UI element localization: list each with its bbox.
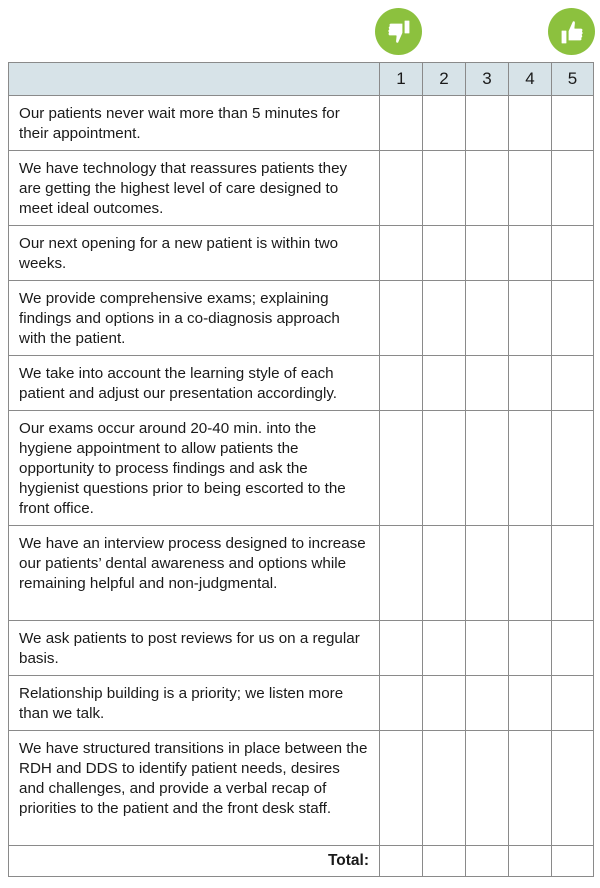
statement-row (9, 676, 594, 731)
thumbs-up-icon (548, 8, 595, 55)
rating-col-4: 4 (509, 63, 552, 96)
rating-cell-3[interactable] (466, 96, 509, 151)
statement-text: We provide comprehensive exams; explaining findings and options in a co-diagnosis approach with the patient. (9, 281, 380, 356)
rating-cell-3[interactable] (466, 621, 509, 676)
rating-cell-1[interactable] (380, 731, 423, 846)
rating-cell-5[interactable] (552, 356, 594, 411)
statement-row (9, 226, 594, 281)
statement-text: Our patients never wait more than 5 minutes for their appointment. (9, 96, 380, 151)
rating-col-1: 1 (380, 63, 423, 96)
rating-cell-4[interactable] (509, 411, 552, 526)
rating-cell-2[interactable] (423, 411, 466, 526)
rating-cell-5[interactable] (552, 676, 594, 731)
rating-cell-5[interactable] (552, 731, 594, 846)
total-row (9, 846, 594, 877)
rating-cell-3[interactable] (466, 151, 509, 226)
rating-cell-4[interactable] (509, 526, 552, 621)
rating-col-3: 3 (466, 63, 509, 96)
rating-cell-1[interactable] (380, 411, 423, 526)
rating-cell-1[interactable] (380, 281, 423, 356)
total-label: Total: (9, 846, 380, 877)
statement-text: We take into account the learning style of each patient and adjust our presentation accordingly. (9, 356, 380, 411)
statement-row (9, 411, 594, 526)
rating-cell-5[interactable] (552, 411, 594, 526)
statement-row (9, 526, 594, 621)
rating-cell-1[interactable] (380, 151, 423, 226)
statement-row (9, 281, 594, 356)
total-cell[interactable] (552, 846, 594, 877)
rating-cell-1[interactable] (380, 226, 423, 281)
statement-text: We ask patients to post reviews for us on a regular basis. (9, 621, 380, 676)
rating-cell-3[interactable] (466, 356, 509, 411)
rating-col-2: 2 (423, 63, 466, 96)
rating-cell-5[interactable] (552, 226, 594, 281)
rating-cell-2[interactable] (423, 621, 466, 676)
thumbs-down-icon (375, 8, 422, 55)
rating-cell-1[interactable] (380, 96, 423, 151)
rating-cell-3[interactable] (466, 676, 509, 731)
statement-text: Relationship building is a priority; we listen more than we talk. (9, 676, 380, 731)
rating-cell-4[interactable] (509, 226, 552, 281)
total-cell[interactable] (423, 846, 466, 877)
rating-cell-2[interactable] (423, 96, 466, 151)
rating-cell-5[interactable] (552, 96, 594, 151)
rating-cell-2[interactable] (423, 731, 466, 846)
statement-row (9, 731, 594, 846)
statement-text: We have structured transitions in place between the RDH and DDS to identify patient needs, desires and challenges, and provide a verbal recap of priorities to the patient and the front desk staff. (9, 731, 380, 846)
statement-header (9, 63, 380, 96)
statement-text: Our next opening for a new patient is within two weeks. (9, 226, 380, 281)
statement-row (9, 151, 594, 226)
rating-cell-4[interactable] (509, 621, 552, 676)
statement-row (9, 96, 594, 151)
rating-cell-4[interactable] (509, 731, 552, 846)
rating-cell-3[interactable] (466, 731, 509, 846)
rating-cell-1[interactable] (380, 621, 423, 676)
rating-cell-5[interactable] (552, 281, 594, 356)
total-cell[interactable] (466, 846, 509, 877)
statement-row (9, 621, 594, 676)
rating-cell-2[interactable] (423, 226, 466, 281)
rating-cell-3[interactable] (466, 526, 509, 621)
rating-cell-1[interactable] (380, 356, 423, 411)
rating-cell-4[interactable] (509, 281, 552, 356)
total-cell[interactable] (509, 846, 552, 877)
rating-cell-5[interactable] (552, 526, 594, 621)
rating-cell-3[interactable] (466, 281, 509, 356)
rating-cell-4[interactable] (509, 151, 552, 226)
rating-cell-1[interactable] (380, 676, 423, 731)
rating-cell-4[interactable] (509, 676, 552, 731)
rating-cell-2[interactable] (423, 526, 466, 621)
rating-cell-2[interactable] (423, 676, 466, 731)
header-row (9, 63, 594, 96)
rating-col-5: 5 (552, 63, 594, 96)
total-cell[interactable] (380, 846, 423, 877)
rating-cell-2[interactable] (423, 356, 466, 411)
rating-cell-1[interactable] (380, 526, 423, 621)
rating-cell-4[interactable] (509, 356, 552, 411)
statement-text: Our exams occur around 20-40 min. into the hygiene appointment to allow patients the opportunity to process findings and ask the hygienist questions prior to being escorted to the front office. (9, 411, 380, 526)
rating-cell-3[interactable] (466, 226, 509, 281)
statement-text: We have technology that reassures patients they are getting the highest level of care designed to meet ideal outcomes. (9, 151, 380, 226)
rating-cell-5[interactable] (552, 621, 594, 676)
statement-text: We have an interview process designed to increase our patients’ dental awareness and options while remaining helpful and non-judgmental. (9, 526, 380, 621)
rating-cell-4[interactable] (509, 96, 552, 151)
rating-cell-2[interactable] (423, 281, 466, 356)
rating-cell-2[interactable] (423, 151, 466, 226)
rating-cell-3[interactable] (466, 411, 509, 526)
rating-cell-5[interactable] (552, 151, 594, 226)
statement-row (9, 356, 594, 411)
rating-table (8, 62, 594, 877)
